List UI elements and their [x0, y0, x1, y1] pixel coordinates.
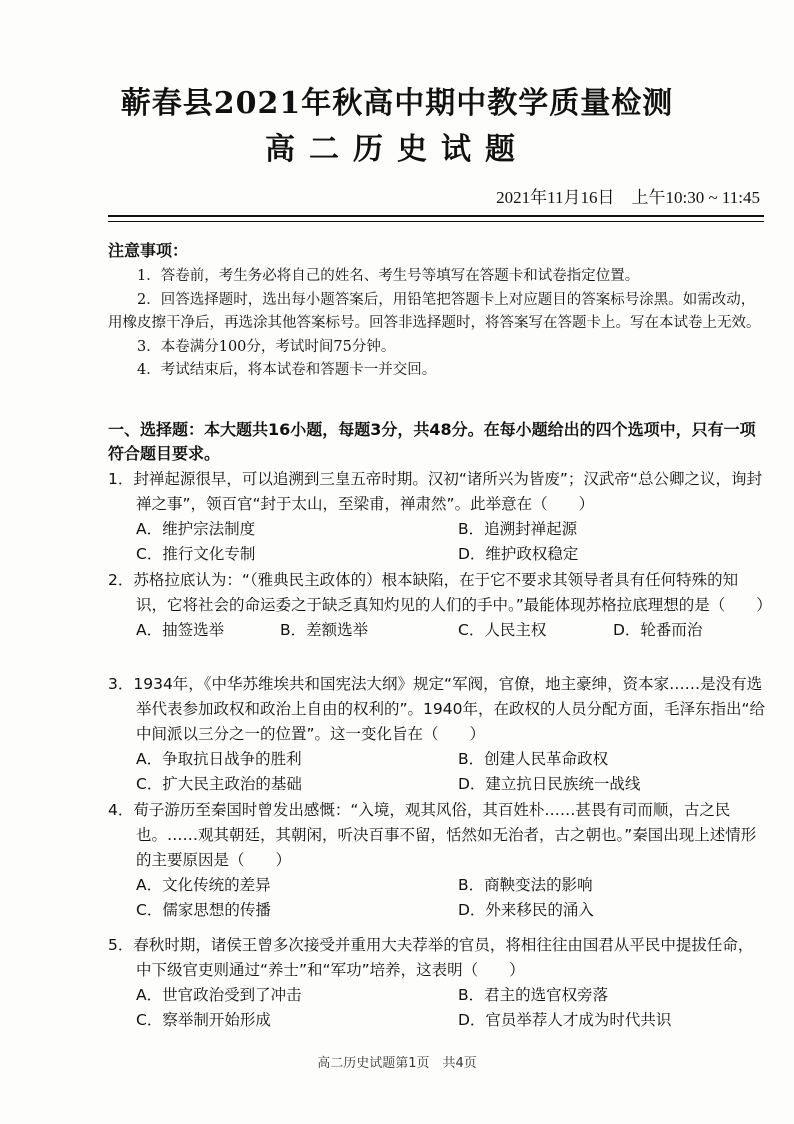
option-b: B．追溯封禅起源 — [458, 520, 578, 538]
option-d: D．建立抗日民族统一战线 — [458, 775, 641, 793]
header-rule-thin — [108, 221, 764, 222]
option-a: A．争取抗日战争的胜利 — [136, 750, 302, 768]
option-c: C．人民主权 — [458, 621, 547, 639]
option-d: D．官员举荐人才成为时代共识 — [458, 1011, 672, 1029]
question-5 — [108, 933, 768, 1033]
option-b: B．创建人民革命政权 — [458, 750, 609, 768]
notice-list — [108, 265, 768, 383]
question-3 — [108, 672, 768, 797]
notice-item: 4．考试结束后，将本试卷和答题卡一并交回。 — [137, 362, 437, 378]
option-d: D．维护政权稳定 — [458, 545, 579, 563]
option-a: A．维护宗法制度 — [136, 520, 256, 538]
option-c: C．儒家思想的传播 — [136, 901, 271, 919]
option-c: C．察举制开始形成 — [136, 1011, 271, 1029]
option-row — [108, 772, 768, 797]
page-footer: 高二历史试题第1页 共4页 — [317, 1056, 477, 1071]
option-a: A．世官政治受到了冲击 — [136, 986, 302, 1004]
section-heading: 一、选择题：本大题共16小题，每题3分，共48分。在每小题给出的四个选项中，只有一项符合题目要求。 — [108, 420, 756, 463]
notice-item: 1．答卷前，考生务必将自己的姓名、考生号等填写在答题卡和试卷指定位置。 — [137, 268, 640, 284]
exam-date: 2021年11月16日 上午10:30 ~ 11:45 — [496, 188, 760, 207]
notice-item: 2．回答选择题时，选出每小题答案后，用铅笔把答题卡上对应题目的答案标号涂黑。如需改动，用橡皮擦干净后，再选涂其他答案标号。回答非选择题时，将答案写在答题卡上。写在本试卷上无效。 — [108, 291, 761, 331]
option-b: B．商鞅变法的影响 — [458, 876, 593, 894]
notice-heading: 注意事项： — [108, 241, 189, 260]
question-stem: 3．1934年，《中华苏维埃共和国宪法大纲》规定“军阀，官僚，地主豪绅，资本家……是没有选举代表参加政权和政治上自由的权利的”。1940年，在政权的人员分配方面，毛泽东指出“给中间派以三分之一的位置”。这一变化旨在（ ） — [108, 675, 766, 743]
exam-subtitle: 高二历史试题 — [265, 132, 529, 167]
option-a: A．文化传统的差异 — [136, 876, 271, 894]
option-row — [108, 542, 768, 567]
exam-title: 蕲春县2021年秋高中期中教学质量检测 — [120, 86, 674, 121]
option-row — [108, 873, 768, 898]
question-stem: 1．封禅起源很早，可以追溯到三皇五帝时期。汉初“诸所兴为皆废”；汉武帝“总公卿之议，询封禅之事”，领百官“封于太山，至梁甫，禅肃然”。此举意在（ ） — [108, 470, 762, 513]
option-c: C．扩大民主政治的基础 — [136, 775, 302, 793]
question-2 — [108, 568, 772, 643]
option-row — [108, 618, 768, 643]
header-rule-thick — [108, 215, 764, 217]
question-stem: 5．春秋时期，诸侯王曾多次接受并重用大夫荐举的官员，将相往往由国君从平民中提拔任命，中下级官吏则通过“养士”和“军功”培养，这表明（ ） — [108, 936, 754, 979]
option-row — [108, 898, 768, 923]
question-stem: 2．苏格拉底认为：“（雅典民主政体的）根本缺陷，在于它不要求其领导者具有任何特殊的知识，它将社会的命运委之于缺乏真知灼见的人们的手中。”最能体现苏格拉底理想的是（ ） — [108, 571, 772, 614]
option-c: C．推行文化专制 — [136, 545, 256, 563]
question-1 — [108, 467, 768, 567]
option-b: B．君主的选官权旁落 — [458, 986, 609, 1004]
option-d: D．轮番而治 — [613, 621, 703, 639]
option-row — [108, 517, 768, 542]
notice-item: 3．本卷满分100分，考试时间75分钟。 — [137, 338, 396, 355]
question-4 — [108, 798, 768, 923]
option-a: A．抽签选举 — [136, 621, 225, 639]
option-row — [108, 1008, 768, 1033]
option-row — [108, 983, 768, 1008]
option-row — [108, 747, 768, 772]
option-b: B．差额选举 — [280, 621, 369, 639]
option-d: D．外来移民的涌入 — [458, 901, 594, 919]
question-stem: 4．荀子游历至秦国时曾发出感慨：“入境，观其风俗，其百姓朴……甚畏有司而顺，古之民也。……观其朝廷，其朝闲，听决百事不留，恬然如无治者，古之朝也。”秦国出现上述情形的主要原因是（ ） — [108, 801, 757, 869]
